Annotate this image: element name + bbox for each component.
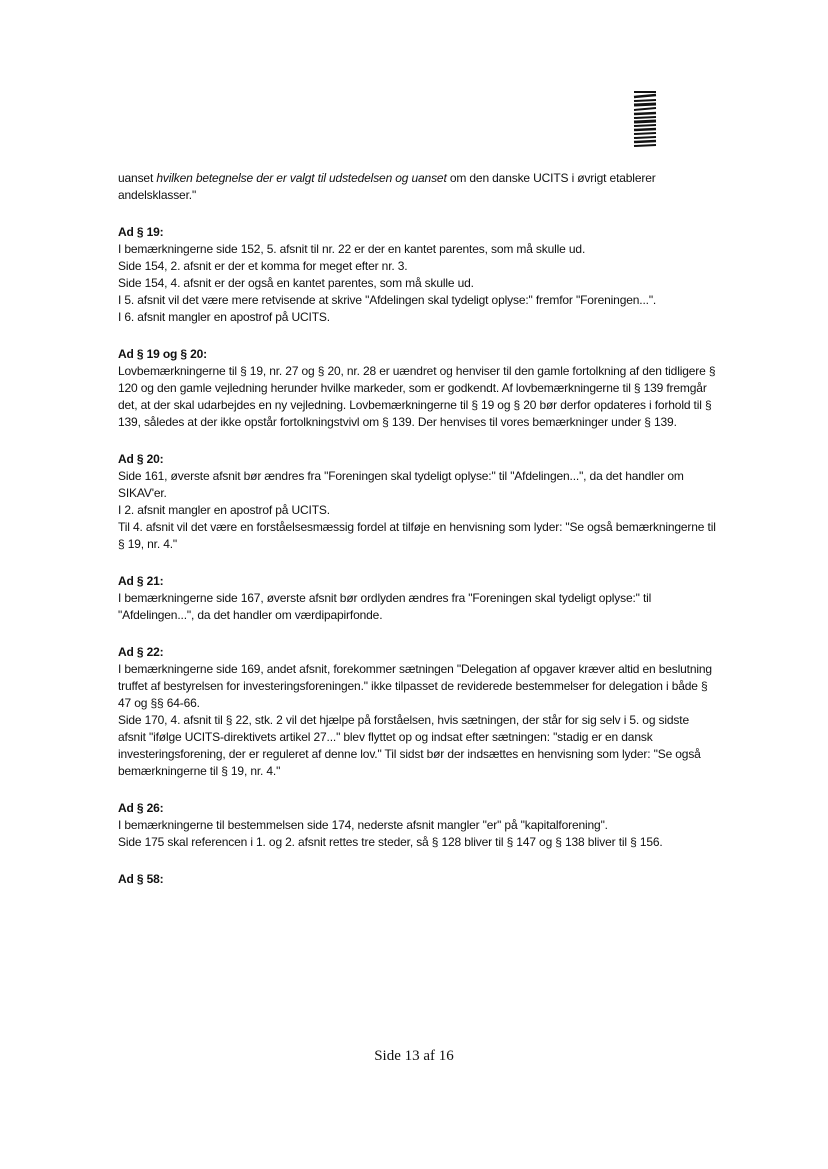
paragraph: Til 4. afsnit vil det være en forståelsesmæssig fordel at tilføje en henvisning som lyder: "Se også bemærkningerne til § 19, nr. 4." xyxy=(118,520,716,551)
section-heading: Ad § 19 og § 20: xyxy=(118,347,207,361)
paragraph: I bemærkningerne til bestemmelsen side 174, nederste afsnit mangler "er" på "kapitalforening". xyxy=(118,818,608,832)
paragraph: Side 154, 2. afsnit er der et komma for meget efter nr. 3. xyxy=(118,259,408,273)
section-ad-26 xyxy=(118,800,718,851)
section-heading: Ad § 22: xyxy=(118,645,164,659)
paragraph: I 5. afsnit vil det være mere retvisende at skrive "Afdelingen skal tydeligt oplyse:" fremfor "Foreningen...". xyxy=(118,293,657,307)
paragraph: Lovbemærkningerne til § 19, nr. 27 og § 20, nr. 28 er uændret og henviser til den gamle fortolkning af den tidligere § 120 og den gamle vejledning herunder hvilke markeder, som er godkendt. Af lovbemærkningerne til § 139 fremgår det, at der skal udarbejdes en ny vejledning. Lovbemærkningerne til § 19 og § 20 bør derfor opdateres i forhold til § 139, således at der ikke opstår fortolkningstvivl om § 139. Der henvises til vores bemærkninger under § 139. xyxy=(118,364,716,429)
section-ad-58 xyxy=(118,871,718,888)
journal-stamp-logo xyxy=(633,89,657,149)
intro-paragraph: uanset hvilken betegnelse der er valgt til udstedelsen og uanset om den danske UCITS i øvrigt etablerer andelsklasser." xyxy=(118,171,656,202)
section-ad-20 xyxy=(118,451,718,553)
paragraph: Side 170, 4. afsnit til § 22, stk. 2 vil det hjælpe på forståelsen, hvis sætningen, der står for sig selv i 5. og sidste afsnit "ifølge UCITS-direktivets artikel 27..." blev flyttet op og indsat efter sætningen: "stadig er en dansk investeringsforening, der er reguleret af denne lov." Til sidst bør der indsættes en henvisning som lyder: "Se også bemærkningerne til § 19, nr. 4." xyxy=(118,713,701,778)
paragraph: I 2. afsnit mangler en apostrof på UCITS. xyxy=(118,503,330,517)
section-heading: Ad § 19: xyxy=(118,225,164,239)
section-heading: Ad § 20: xyxy=(118,452,164,466)
section-ad-22 xyxy=(118,644,718,780)
paragraph: I bemærkningerne side 152, 5. afsnit til nr. 22 er der en kantet parentes, som må skulle ud. xyxy=(118,242,586,256)
section-ad-19 xyxy=(118,224,718,326)
section-ad-19-og-20 xyxy=(118,346,718,431)
section-heading: Ad § 21: xyxy=(118,574,164,588)
paragraph: I 6. afsnit mangler en apostrof på UCITS. xyxy=(118,310,330,324)
document-body xyxy=(118,170,718,888)
page-number: Side 13 af 16 xyxy=(374,1048,454,1064)
section-heading: Ad § 26: xyxy=(118,801,164,815)
section-heading: Ad § 58: xyxy=(118,872,164,886)
paragraph: Side 154, 4. afsnit er der også en kantet parentes, som må skulle ud. xyxy=(118,276,474,290)
paragraph: Side 175 skal referencen i 1. og 2. afsnit rettes tre steder, så § 128 bliver til § 147 og § 138 bliver til § 156. xyxy=(118,835,663,849)
section-ad-21 xyxy=(118,573,718,624)
paragraph: Side 161, øverste afsnit bør ændres fra "Foreningen skal tydeligt oplyse:" til "Afdelingen...", da det handler om SIKAV'er. xyxy=(118,469,684,500)
paragraph: I bemærkningerne side 169, andet afsnit, forekommer sætningen "Delegation af opgaver kræver altid en beslutning truffet af bestyrelsen for investeringsforeningen." ikke tilpasset de reviderede bestemmelser for delegation i både § 47 og §§ 64-66. xyxy=(118,662,712,710)
paragraph: I bemærkningerne side 167, øverste afsnit bør ordlyden ændres fra "Foreningen skal tydeligt oplyse:" til "Afdelingen...", da det handler om værdipapirfonde. xyxy=(118,591,652,622)
